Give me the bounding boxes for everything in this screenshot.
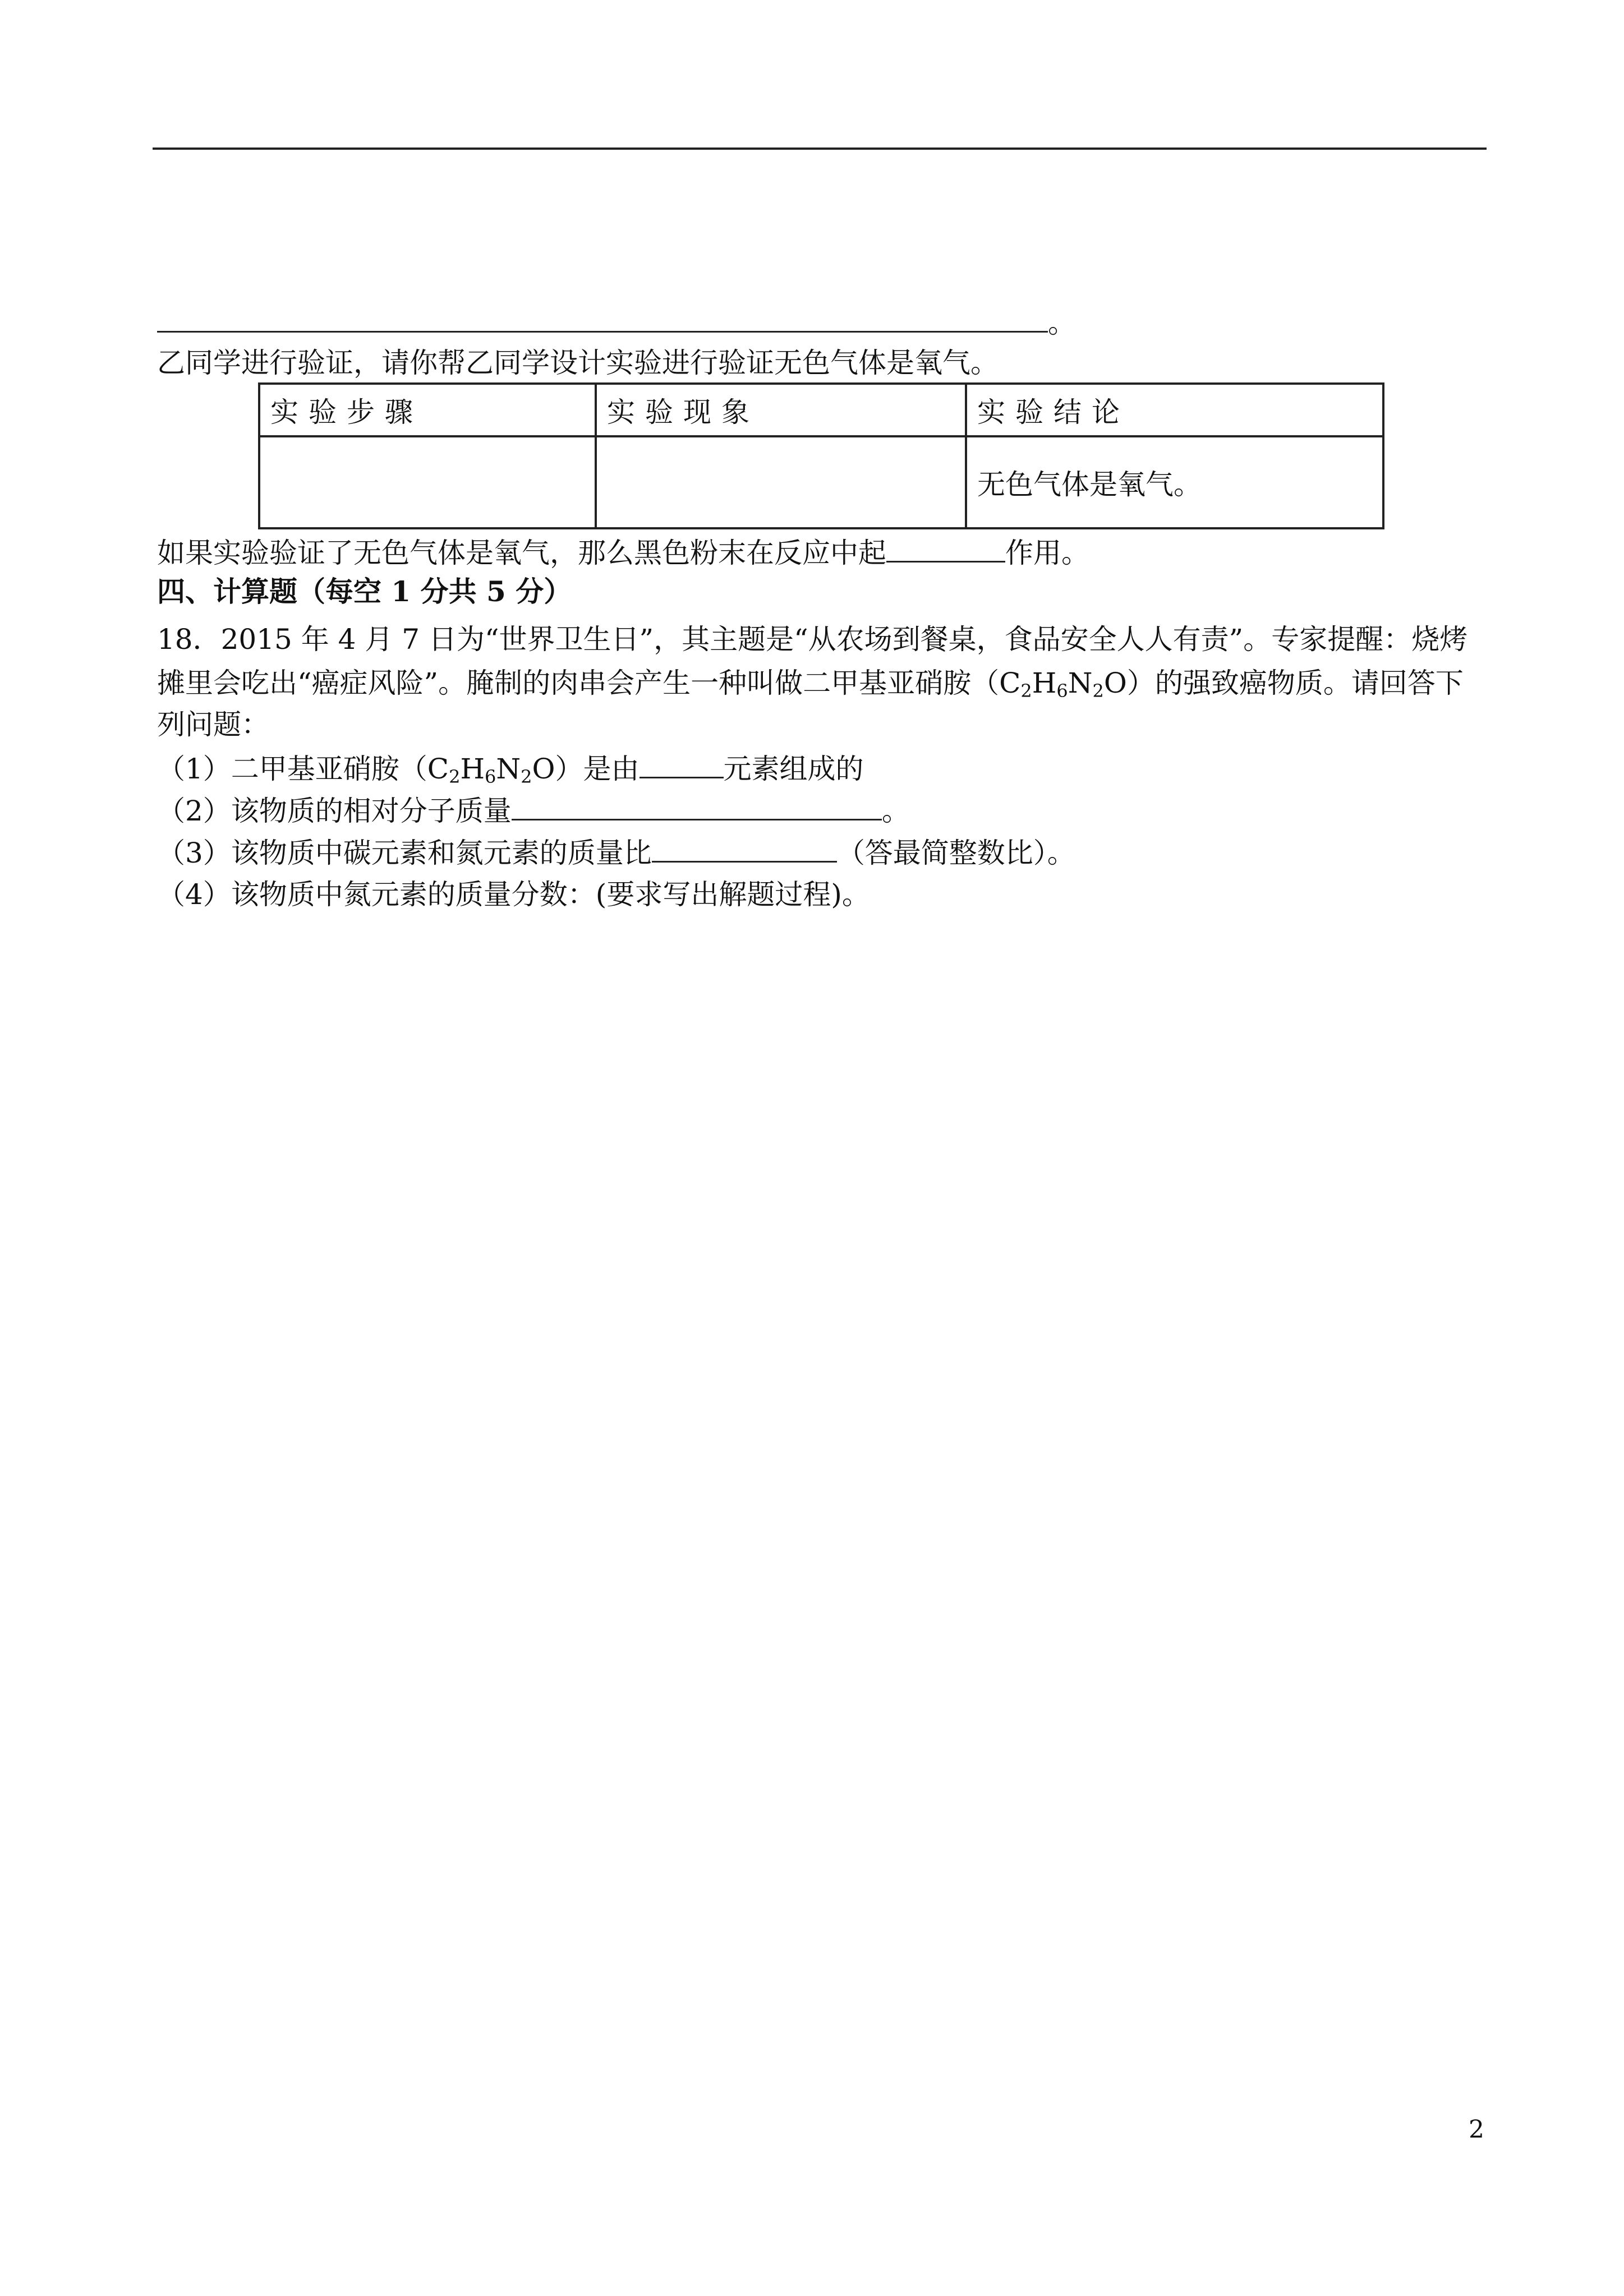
- answer-line-top: [157, 303, 1076, 343]
- top-period: 。: [1048, 307, 1076, 339]
- q1-sub-n: 2: [521, 766, 532, 787]
- q18-line2-d: O）的强致癌物质。请回答下: [1103, 667, 1464, 699]
- answer-blank[interactable]: [157, 303, 1048, 333]
- experiment-table: [258, 382, 1384, 529]
- sub-question-3: [157, 833, 1075, 873]
- catalyst-blank[interactable]: [886, 533, 1005, 563]
- q1-sub-c: 2: [449, 766, 461, 787]
- q1-blank[interactable]: [640, 749, 724, 778]
- cell-phenomena-answer[interactable]: [596, 436, 966, 528]
- header-cell-steps: 实验步骤: [259, 384, 596, 436]
- q18-line3: 列问题：: [157, 708, 269, 741]
- q1-c: N: [496, 753, 521, 785]
- q1-b: H: [460, 753, 485, 785]
- sub-c: 2: [1020, 680, 1032, 702]
- page-number: 2: [1469, 2115, 1484, 2144]
- header-rule: [153, 147, 1487, 150]
- sub-question-2: [157, 791, 910, 831]
- q2-a: （2）该物质的相对分子质量: [157, 795, 512, 827]
- sub-question-1: [157, 749, 864, 796]
- sub-n: 2: [1092, 680, 1104, 702]
- table-row: [259, 436, 1383, 528]
- q2-blank[interactable]: [512, 791, 882, 820]
- sub-question-4: （4）该物质中氮元素的质量分数：(要求写出解题过程)。: [157, 878, 870, 911]
- cell-steps-answer[interactable]: [259, 436, 596, 528]
- table-header-row: [259, 384, 1383, 436]
- q2-b: 。: [881, 795, 910, 827]
- header-cell-phenomena: 实验现象: [596, 384, 966, 436]
- after-table-line: [157, 533, 1089, 573]
- header-cell-conclusion: 实验结论: [966, 384, 1383, 436]
- cell-conclusion: 无色气体是氧气。: [966, 436, 1383, 528]
- q1-a: （1）二甲基亚硝胺（C: [157, 753, 449, 785]
- q18-line1: 18．2015 年 4 月 7 日为“世界卫生日”，其主题是“从农场到餐桌，食品安全人人有责”。专家提醒：烧烤: [157, 623, 1468, 656]
- q1-sub-h: 6: [485, 766, 496, 787]
- section-title: 四、计算题（每空 1 分共 5 分）: [157, 575, 572, 608]
- sub-h: 6: [1056, 680, 1068, 702]
- after-table-text-before: 如果实验验证了无色气体是氧气，那么黑色粉末在反应中起: [157, 537, 886, 569]
- q18-line2-b: H: [1032, 667, 1057, 699]
- q3-blank[interactable]: [652, 833, 837, 863]
- q1-e: 元素组成的: [723, 753, 864, 785]
- intro-line: 乙同学进行验证，请你帮乙同学设计实验进行验证无色气体是氧气。: [157, 347, 999, 379]
- q18-line2: [157, 663, 1464, 711]
- q18-line2-a: 摊里会吃出“癌症风险”。腌制的肉串会产生一种叫做二甲基亚硝胺（C: [157, 667, 1021, 699]
- q3-b: （答最简整数比）。: [836, 837, 1075, 869]
- q18-line2-c: N: [1068, 667, 1093, 699]
- q3-a: （3）该物质中碳元素和氮元素的质量比: [157, 837, 652, 869]
- after-table-text-after: 作用。: [1005, 537, 1089, 569]
- q1-d: O）是由: [532, 753, 640, 785]
